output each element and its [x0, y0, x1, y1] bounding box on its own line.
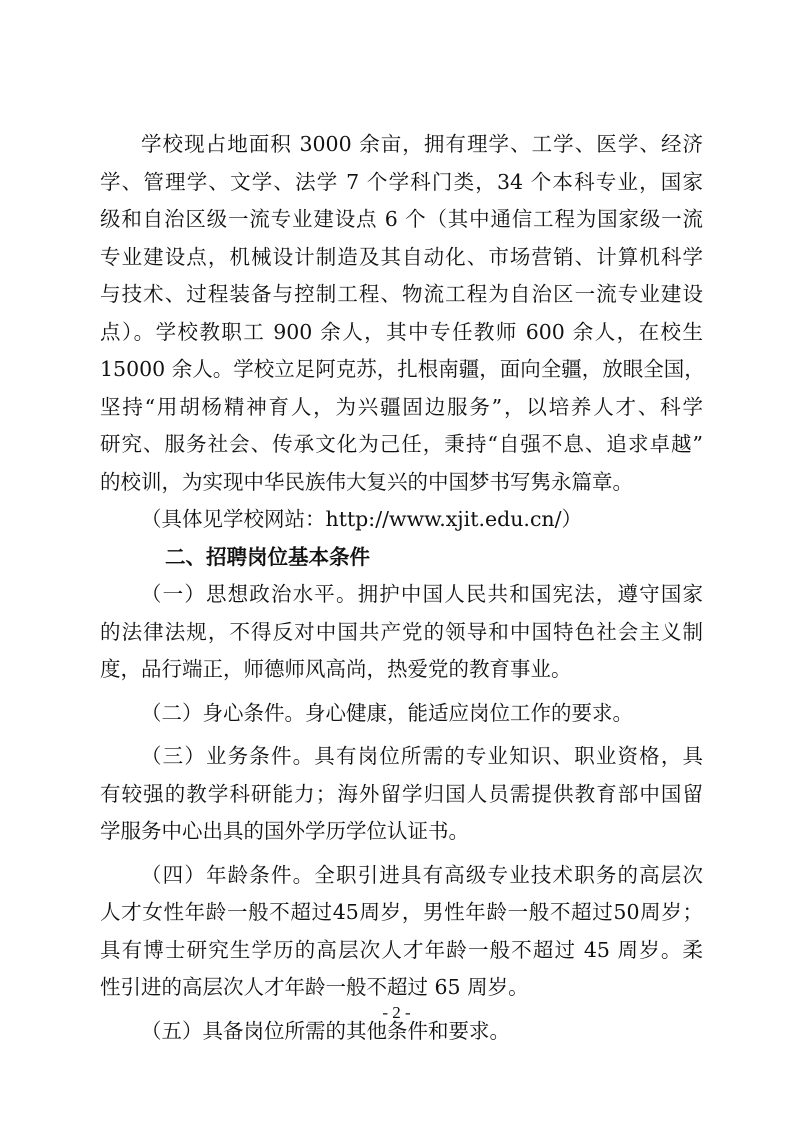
- text-line: 学服务中心出具的国外学历学位认证书。: [100, 819, 469, 843]
- text-line: （二）身心条件。身心健康，能适应岗位工作的要求。: [141, 700, 633, 725]
- text-line: 专业建设点，机械设计制造及其自动化、市场营销、计算机科学: [100, 244, 703, 269]
- text-line: 学校现占地面积 3000 余亩，拥有理学、工学、医学、经济: [141, 132, 703, 156]
- condition-health: [100, 695, 703, 733]
- text-line: 度，品行端正，师德师风高尚，热爱党的教育事业。: [100, 657, 572, 681]
- text-line: 有较强的教学科研能力；海外留学归国人员需提供教育部中国留: [100, 781, 703, 806]
- text-line: 与技术、过程装备与控制工程、物流工程为自治区一流专业建设: [100, 282, 703, 306]
- text-line: 的校训，为实现中华民族伟大复兴的中国梦书写隽永篇章。: [100, 469, 633, 494]
- condition-political: [100, 576, 703, 689]
- website-note: （具体见学校网站：http://www.xjit.edu.cn/）: [141, 507, 583, 531]
- text-line: 学、管理学、文学、法学 7 个学科门类，34 个本科专业，国家: [100, 169, 703, 194]
- text-line: （三）业务条件。具有岗位所需的专业知识、职业资格，具: [141, 744, 703, 768]
- text-line: 人才女性年龄一般不超过45周岁，男性年龄一般不超过50周岁；: [100, 900, 703, 924]
- text-line: 研究、服务社会、传承文化为己任，秉持“自强不息、追求卓越”: [100, 432, 703, 456]
- intro-paragraph: [100, 126, 703, 501]
- text-line: （五）具备岗位所需的其他条件和要求。: [141, 1018, 510, 1043]
- text-line: （四）年龄条件。全职引进具有高级专业技术职务的高层次: [141, 862, 703, 887]
- text-line: 级和自治区级一流专业建设点 6 个（其中通信工程为国家级一流: [100, 207, 703, 231]
- condition-professional: [100, 738, 703, 851]
- condition-age: [100, 857, 703, 1007]
- text-line: 的法律法规，不得反对中国共产党的领导和中国特色社会主义制: [100, 619, 703, 644]
- text-line: 坚持“用胡杨精神育人，为兴疆固边服务”，以培养人才、科学: [100, 394, 703, 419]
- page-number: - 2 -: [382, 1003, 411, 1022]
- text-line: 15000 余人。学校立足阿克苏，扎根南疆，面向全疆，放眼全国，: [100, 357, 705, 381]
- text-line: （一）思想政治水平。拥护中国人民共和国宪法，遵守国家: [141, 582, 703, 606]
- section-heading: 二、招聘岗位基本条件: [165, 544, 370, 569]
- text-line: 具有博士研究生学历的高层次人才年龄一般不超过 45 周岁。柔: [100, 937, 703, 962]
- text-line: 性引进的高层次人才年龄一般不超过 65 周岁。: [100, 975, 529, 999]
- document-body: [100, 126, 703, 1050]
- text-line: 点）。学校教职工 900 余人，其中专任教师 600 余人，在校生: [100, 319, 703, 344]
